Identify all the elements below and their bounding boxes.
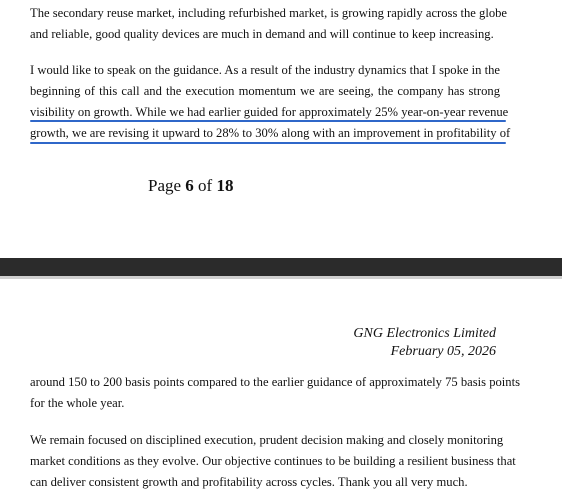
page-separator: [0, 258, 562, 276]
text-line: for the whole year.: [30, 396, 125, 410]
page-label: Page: [148, 176, 182, 195]
paragraph-basis-points: [30, 372, 520, 414]
text-line: We remain focused on disciplined execution, prudent decision making and closely monitoring: [30, 433, 504, 447]
page-number: [148, 176, 233, 196]
page-current: 6: [185, 176, 194, 195]
text-line: I would like to speak on the guidance. As a result of the industry dynamics that I spoke in the: [30, 63, 500, 77]
text-line: around 150 to 200 basis points compared to the earlier guidance of approximately 75 basis points: [30, 375, 520, 389]
paragraph-secondary-market: [30, 3, 508, 45]
header-date: February 05, 2026: [390, 344, 496, 359]
highlight-underline: [30, 142, 506, 144]
page-total: 18: [216, 176, 234, 195]
paragraph-guidance: [30, 60, 511, 144]
text-line: visibility on growth. While we had earlier guided for approximately 25% year-on-year revenue: [30, 105, 509, 119]
highlight-underline: [30, 120, 506, 122]
page-of: of: [198, 176, 213, 195]
header-company: GNG Electronics Limited: [353, 326, 496, 341]
text-line: beginning of this call and the execution momentum we are seeing, the company has strong: [30, 84, 500, 98]
text-line: market conditions as they evolve. Our objective continues to be building a resilient business that: [30, 454, 516, 468]
text-line: The secondary reuse market, including refurbished market, is growing rapidly across the globe: [30, 6, 508, 20]
page-separator-shadow: [0, 276, 562, 279]
text-line: can deliver consistent growth and profitability across cycles. Thank you all very much.: [30, 475, 468, 489]
paragraph-closing: [30, 430, 516, 493]
text-line: and reliable, good quality devices are much in demand and will continue to keep increasing.: [30, 27, 494, 41]
text-line: growth, we are revising it upward to 28% to 30% along with an improvement in profitability of: [30, 126, 511, 140]
